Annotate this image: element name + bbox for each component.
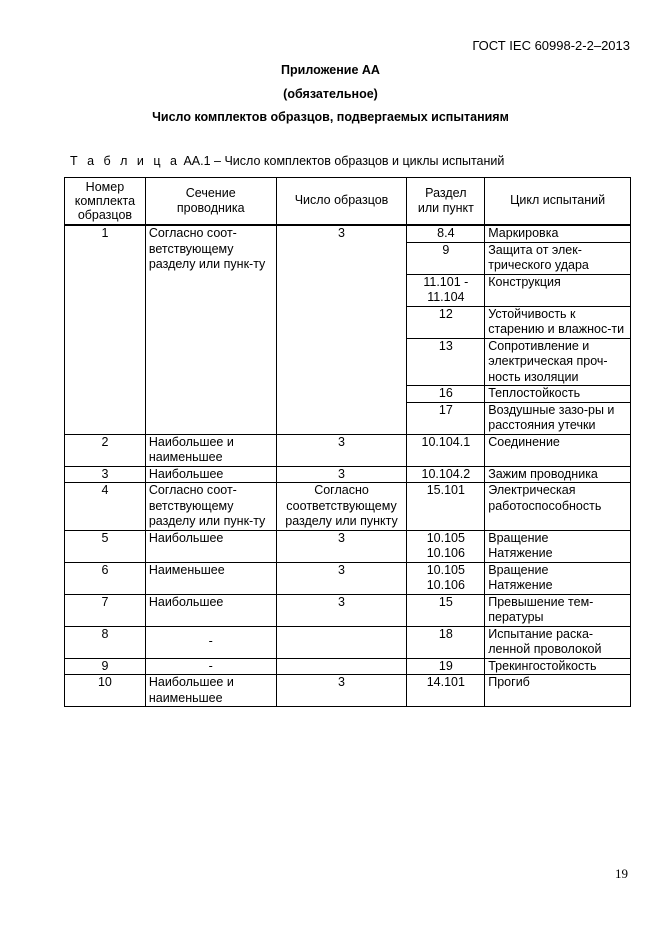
set-number: 3 <box>65 466 146 483</box>
table-row <box>65 626 631 658</box>
test-cycle-line: Вращение <box>488 562 549 577</box>
column-header-conductor-section: Сечение проводника <box>145 178 276 226</box>
conductor-section: - <box>145 658 276 675</box>
table-row <box>65 225 631 242</box>
sample-count: Согласно соответствующему разделу или пункту <box>276 483 407 531</box>
clause: 15 <box>407 594 485 626</box>
table-row <box>65 675 631 707</box>
set-number: 10 <box>65 675 146 707</box>
test-sets-table <box>64 177 631 707</box>
test-cycle: Защита от элек-трического удара <box>485 242 631 274</box>
clause: 17 <box>407 402 485 434</box>
set-number: 4 <box>65 483 146 531</box>
conductor-section: Наименьшее <box>145 562 276 594</box>
set-number: 7 <box>65 594 146 626</box>
clause: 16 <box>407 386 485 403</box>
clause: 18 <box>407 626 485 658</box>
sample-count: 3 <box>276 466 407 483</box>
test-cycle: Устойчивость к старению и влажнос-ти <box>485 306 631 338</box>
clause: 14.101 <box>407 675 485 707</box>
clause <box>407 530 485 562</box>
annex-status: (обязательное) <box>283 87 378 101</box>
clause-line: 10.105 <box>426 530 465 545</box>
conductor-section: Наибольшее и наименьшее <box>145 675 276 707</box>
table-row <box>65 483 631 531</box>
conductor-section: Согласно соот-ветствующему разделу или пунк-ту <box>145 225 276 434</box>
test-cycle: Зажим проводника <box>485 466 631 483</box>
sample-count: 3 <box>276 530 407 562</box>
table-row <box>65 562 631 594</box>
table-caption-prefix: Т а б л и ц а <box>70 154 180 168</box>
conductor-section: Наибольшее <box>145 530 276 562</box>
sample-count <box>276 658 407 675</box>
test-cycle: Сопротивление и электрическая проч-ность изоляции <box>485 338 631 386</box>
table-caption <box>70 154 504 168</box>
test-cycle-line: Натяжение <box>488 578 553 592</box>
sample-count: 3 <box>276 675 407 707</box>
column-header-set-number: Номер комплекта образцов <box>65 178 146 226</box>
set-number: 6 <box>65 562 146 594</box>
test-cycle: Теплостойкость <box>485 386 631 403</box>
table-row <box>65 594 631 626</box>
clause <box>407 562 485 594</box>
set-number: 2 <box>65 434 146 466</box>
table-row <box>65 530 631 562</box>
clause: 8.4 <box>407 225 485 242</box>
page-number: 19 <box>615 866 628 881</box>
column-header-sample-count: Число образцов <box>276 178 407 226</box>
clause: 9 <box>407 242 485 274</box>
conductor-section: Наибольшее и наименьшее <box>145 434 276 466</box>
conductor-section: Наибольшее <box>145 594 276 626</box>
test-cycle: Конструкция <box>485 274 631 306</box>
set-number: 8 <box>65 626 146 658</box>
test-cycle-line: Вращение <box>488 530 549 545</box>
table-row <box>65 658 631 675</box>
test-cycle-line: Натяжение <box>488 546 553 560</box>
test-cycle: Прогиб <box>485 675 631 707</box>
sample-count: 3 <box>276 434 407 466</box>
column-header-test-cycle: Цикл испытаний <box>485 178 631 226</box>
annex-title: Приложение АА <box>281 63 380 77</box>
test-cycle: Превышение тем-пературы <box>485 594 631 626</box>
test-cycle: Маркировка <box>485 225 631 242</box>
sample-count: 3 <box>276 594 407 626</box>
test-cycle: Трекингостойкость <box>485 658 631 675</box>
clause: 10.104.2 <box>407 466 485 483</box>
column-header-clause: Раздел или пункт <box>407 178 485 226</box>
table-caption-text: АА.1 – Число комплектов образцов и циклы испытаний <box>183 154 505 168</box>
clause: 12 <box>407 306 485 338</box>
clause: 10.104.1 <box>407 434 485 466</box>
test-cycle: Соединение <box>485 434 631 466</box>
table-row <box>65 466 631 483</box>
conductor-section: Согласно соот-ветствующему разделу или пунк-ту <box>145 483 276 531</box>
test-cycle <box>485 530 631 562</box>
conductor-section: Наибольшее <box>145 466 276 483</box>
test-cycle: Испытание раска-ленной проволокой <box>485 626 631 658</box>
clause-line: 10.106 <box>426 546 465 560</box>
table-header-row <box>65 178 631 226</box>
conductor-section: - <box>145 626 276 658</box>
clause: 19 <box>407 658 485 675</box>
clause: 11.101 - 11.104 <box>407 274 485 306</box>
clause: 15.101 <box>407 483 485 531</box>
clause-line: 10.105 <box>426 562 465 577</box>
table-row <box>65 434 631 466</box>
set-number: 5 <box>65 530 146 562</box>
sample-count <box>276 626 407 658</box>
set-number: 9 <box>65 658 146 675</box>
sample-count: 3 <box>276 562 407 594</box>
test-cycle: Воздушные зазо-ры и расстояния утечки <box>485 402 631 434</box>
sample-count: 3 <box>276 225 407 434</box>
clause-line: 10.106 <box>426 578 465 592</box>
test-cycle: Электрическая работоспособность <box>485 483 631 531</box>
annex-subtitle: Число комплектов образцов, подвергаемых испытаниям <box>152 110 509 124</box>
set-number: 1 <box>65 225 146 434</box>
standard-number: ГОСТ IEC 60998-2-2–2013 <box>472 38 630 53</box>
test-cycle <box>485 562 631 594</box>
clause: 13 <box>407 338 485 386</box>
